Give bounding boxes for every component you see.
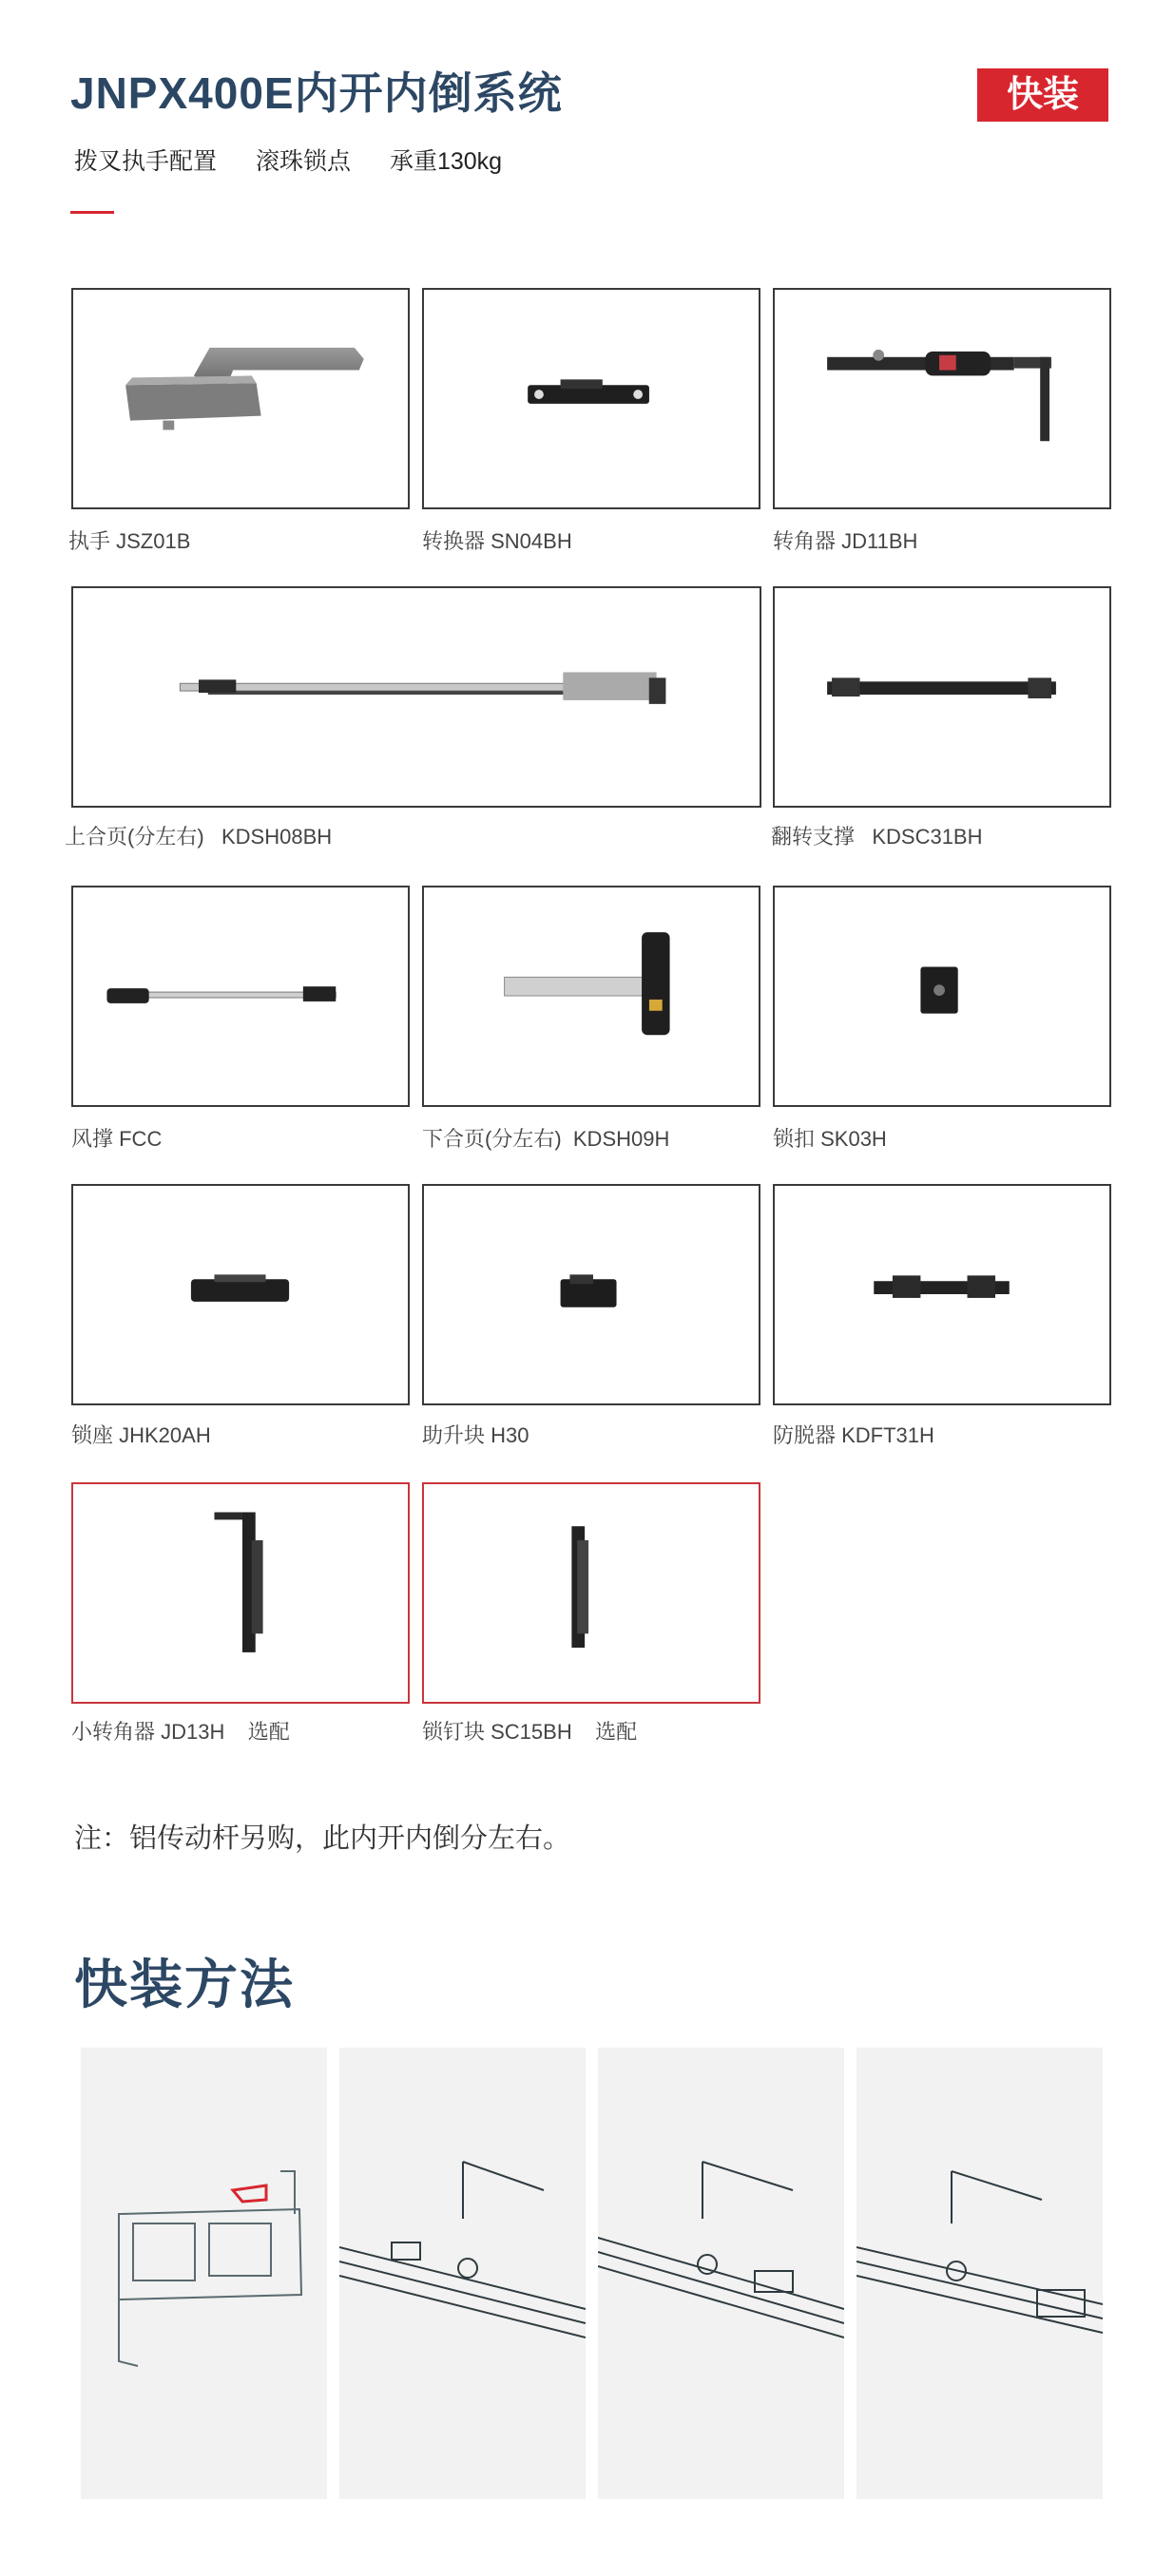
product-label: 锁座 JHK20AH bbox=[71, 1423, 211, 1447]
product-card-bottom-hinge bbox=[422, 886, 760, 1107]
install-step-3-diagram bbox=[856, 2048, 1103, 2499]
install-step-2-image bbox=[598, 2048, 844, 2499]
install-step-1-image bbox=[339, 2048, 586, 2499]
quick-install-badge: 快装 bbox=[977, 68, 1108, 122]
product-label: 上合页(分左右) KDSH08BH bbox=[65, 825, 333, 849]
product-label: 翻转支撑 KDSC31BH bbox=[771, 825, 983, 849]
product-card-anti-lift bbox=[773, 1184, 1111, 1405]
product-label: 风撑 FCC bbox=[71, 1127, 163, 1151]
install-step-2-diagram bbox=[598, 2048, 844, 2499]
profile-section-image bbox=[81, 2048, 327, 2499]
product-label: 助升块 H30 bbox=[422, 1423, 529, 1447]
product-label: 锁扣 SK03H bbox=[773, 1127, 887, 1151]
small-corner-drive-image bbox=[73, 1484, 408, 1702]
lift-block-image bbox=[424, 1186, 759, 1403]
install-step-3-image bbox=[856, 2048, 1103, 2499]
feature-list bbox=[74, 143, 534, 177]
product-label: 小转角器 JD13H 选配 bbox=[71, 1720, 290, 1744]
lock-seat-image bbox=[73, 1186, 408, 1403]
stay-image bbox=[73, 887, 408, 1105]
product-card-lock-pin-block bbox=[422, 1482, 760, 1704]
product-label: 防脱器 KDFT31H bbox=[773, 1423, 934, 1447]
accent-divider bbox=[70, 211, 114, 214]
product-card-tilt-support bbox=[773, 586, 1111, 808]
feature-item: 承重130kg bbox=[389, 148, 503, 175]
product-label: 转角器 JD11BH bbox=[773, 529, 918, 553]
product-card-corner-drive bbox=[773, 288, 1111, 509]
product-card-lift-block bbox=[422, 1184, 760, 1405]
tilt-support-image bbox=[775, 588, 1109, 806]
anti-lift-image bbox=[775, 1186, 1109, 1403]
converter-image bbox=[424, 290, 759, 507]
product-label: 执手 JSZ01B bbox=[68, 529, 191, 553]
product-label: 转换器 SN04BH bbox=[422, 529, 572, 553]
feature-item: 拨叉执手配置 bbox=[74, 148, 218, 175]
product-label: 锁钉块 SC15BH 选配 bbox=[422, 1720, 638, 1744]
corner-drive-image bbox=[775, 290, 1109, 507]
page-title: JNPX400E内开内倒系统 bbox=[70, 68, 563, 118]
product-card-stay bbox=[71, 886, 410, 1107]
footnote: 注：铝传动杆另购，此内开内倒分左右。 bbox=[74, 1823, 571, 1854]
handle-image bbox=[73, 290, 408, 507]
feature-item: 滚珠锁点 bbox=[255, 148, 351, 175]
top-hinge-image bbox=[73, 588, 760, 806]
product-card-converter bbox=[422, 288, 760, 509]
product-card-handle bbox=[71, 288, 410, 509]
lock-pin-block-image bbox=[424, 1484, 759, 1702]
profile-section-diagram bbox=[81, 2048, 327, 2499]
product-label: 下合页(分左右) KDSH09H bbox=[422, 1127, 670, 1151]
bottom-hinge-image bbox=[424, 887, 759, 1105]
section-title: 快装方法 bbox=[74, 1955, 295, 2014]
keeper-image bbox=[775, 887, 1109, 1105]
product-card-small-corner-drive bbox=[71, 1482, 410, 1704]
install-step-1-diagram bbox=[339, 2048, 586, 2499]
product-card-lock-seat bbox=[71, 1184, 410, 1405]
product-card-top-hinge bbox=[71, 586, 761, 808]
product-card-keeper bbox=[773, 886, 1111, 1107]
